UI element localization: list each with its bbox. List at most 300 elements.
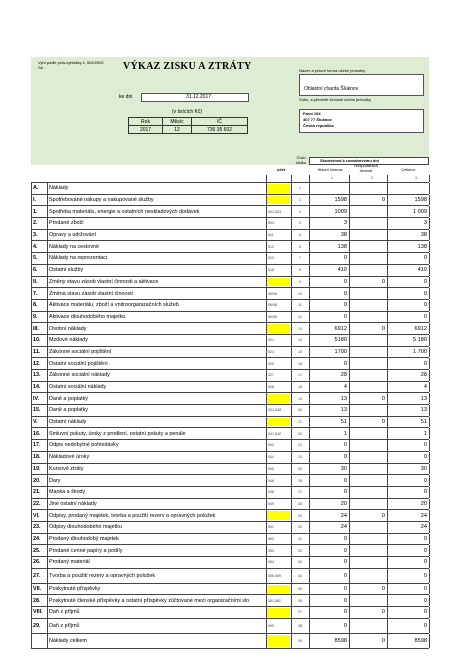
row-line-number: 11 bbox=[298, 303, 302, 308]
row-line-number: 22 bbox=[298, 431, 302, 436]
row-total-value: 5 180 bbox=[413, 337, 427, 344]
row-main-value: 8598 bbox=[334, 637, 347, 644]
row-mark: 6. bbox=[33, 267, 38, 274]
row-label: Jiné ostatní náklady bbox=[49, 500, 97, 507]
row-total-value: 0 bbox=[423, 586, 427, 593]
row-line-number: 6 bbox=[299, 244, 301, 249]
row-account: 543 bbox=[268, 443, 274, 448]
highlight-cell bbox=[267, 635, 290, 647]
row-main-value: 0 bbox=[343, 489, 347, 496]
table-row bbox=[31, 265, 429, 277]
row-total-value: 0 bbox=[423, 313, 427, 320]
table-row bbox=[31, 557, 429, 569]
row-account: 504 bbox=[268, 221, 274, 226]
row-mark: 25. bbox=[33, 547, 41, 554]
table-row bbox=[31, 218, 429, 230]
row-mark: VII. bbox=[33, 586, 42, 593]
table-row bbox=[31, 312, 429, 324]
row-account: 556,559 bbox=[268, 573, 281, 578]
table-row bbox=[31, 382, 429, 394]
table-row bbox=[31, 358, 429, 370]
row-mark: 14. bbox=[33, 384, 41, 391]
units-label: (v tisících Kč) bbox=[172, 109, 203, 115]
row-account: 581,582 bbox=[268, 598, 281, 603]
row-total-value: 4 bbox=[423, 384, 427, 391]
highlight-cell bbox=[267, 418, 290, 427]
row-account: 56/58 bbox=[268, 303, 277, 308]
table-row bbox=[31, 183, 429, 195]
row-mark: 19. bbox=[33, 465, 41, 472]
row-main-value: 0 bbox=[343, 559, 347, 566]
row-label: Ostatní sociální pojištění bbox=[49, 360, 108, 367]
row-account: 511 bbox=[268, 233, 274, 238]
row-label: Aktivace materiálu, zboží a vnitroorganizačních služeb bbox=[49, 302, 179, 309]
row-line-number: 35 bbox=[298, 587, 302, 592]
col-num-1: 1 bbox=[331, 176, 333, 180]
date-value: 31.12.2017 bbox=[186, 94, 212, 100]
row-label: Spotřeba materiálu, energie a ostatních neskladových dodávek bbox=[49, 208, 200, 215]
row-account: 553 bbox=[268, 548, 274, 553]
table-row bbox=[31, 619, 429, 634]
row-line-number: 8 bbox=[299, 268, 301, 273]
row-total-value: 20 bbox=[420, 500, 427, 507]
row-label: Ostatní služby bbox=[49, 267, 84, 274]
column-group-label: Skutečnost k rozvahovému dni bbox=[320, 158, 379, 163]
highlight-cell bbox=[267, 585, 290, 594]
row-main-value: 24 bbox=[340, 512, 347, 519]
row-account: 527 bbox=[268, 373, 274, 378]
row-mark: 7. bbox=[33, 290, 38, 297]
row-main-value: 28 bbox=[340, 372, 347, 379]
row-total-value: 0 bbox=[423, 622, 427, 629]
row-account: 541,542 bbox=[268, 431, 281, 436]
table-row bbox=[31, 607, 429, 619]
row-label: Náklady na cestovné bbox=[49, 243, 100, 250]
row-main-value: 4 bbox=[343, 384, 347, 391]
table-row bbox=[31, 569, 429, 584]
address-line-2: 407 77 Šluknov bbox=[303, 117, 332, 122]
row-line-number: 12 bbox=[298, 314, 302, 319]
row-account: 544 bbox=[268, 455, 274, 460]
row-line-number: 38 bbox=[298, 623, 302, 628]
row-line-number: 2 bbox=[299, 198, 301, 203]
row-label: Kursové ztráty bbox=[49, 465, 84, 472]
row-total-value: 0 bbox=[423, 255, 427, 262]
highlight-cell bbox=[267, 184, 290, 193]
table-row bbox=[31, 522, 429, 534]
row-total-value: 0 bbox=[423, 559, 427, 566]
row-main-value: 5180 bbox=[334, 337, 347, 344]
row-mark: 11. bbox=[33, 348, 41, 355]
row-line-number: 23 bbox=[298, 443, 302, 448]
table-row bbox=[31, 253, 429, 265]
row-label: Ostatní sociální náklady bbox=[49, 384, 107, 391]
row-economic-value: 0 bbox=[381, 197, 385, 204]
row-account: 513 bbox=[268, 256, 274, 261]
row-account: 528 bbox=[268, 385, 274, 390]
total-header: Celkem bbox=[401, 167, 415, 172]
table-row bbox=[31, 241, 429, 253]
table-row bbox=[31, 634, 429, 649]
table-row bbox=[31, 405, 429, 417]
row-total-value: 138 bbox=[417, 243, 427, 250]
row-label: Odpis nedobytné pohledávky bbox=[49, 442, 119, 449]
row-account: 531-538 bbox=[268, 408, 282, 413]
row-label: Aktivace dlouhodobého majetku bbox=[49, 313, 126, 320]
row-label: Nákladové úroky bbox=[49, 454, 90, 461]
table-row bbox=[31, 428, 429, 440]
row-mark: 22. bbox=[33, 500, 41, 507]
address-label: Sídlo, a předmět činnosti účetní jednotky bbox=[299, 97, 372, 102]
row-line-number: 5 bbox=[299, 233, 301, 238]
row-label: Odpisy, prodaný majetek, tvorba a použití rezerv a opravných položek bbox=[49, 512, 216, 519]
table-row bbox=[31, 300, 429, 312]
period-table bbox=[128, 117, 248, 134]
row-main-value: 410 bbox=[337, 267, 347, 274]
row-account: 524 bbox=[268, 349, 274, 354]
row-total-value: 1 700 bbox=[413, 348, 427, 355]
row-line-number: 20 bbox=[298, 408, 302, 413]
row-main-value: 0 bbox=[343, 597, 347, 604]
row-account: 595 bbox=[268, 623, 274, 628]
row-mark: 10. bbox=[33, 337, 41, 344]
table-row bbox=[31, 475, 429, 487]
row-mark: 18. bbox=[33, 454, 41, 461]
row-mark: 5. bbox=[33, 255, 38, 262]
row-mark: 1. bbox=[33, 208, 38, 215]
row-label: Daň z příjmů bbox=[49, 622, 80, 629]
row-mark: 27. bbox=[33, 572, 41, 579]
row-mark: 20. bbox=[33, 477, 41, 484]
row-main-value: 0 bbox=[343, 313, 347, 320]
row-line-number: 29 bbox=[298, 513, 302, 518]
row-line-number: 13 bbox=[298, 326, 302, 331]
row-label: Daně a poplatky bbox=[49, 395, 88, 402]
entity-box bbox=[299, 74, 424, 96]
economic-activity-header: Hospodářská činnost bbox=[354, 163, 378, 173]
row-mark: 13. bbox=[33, 372, 41, 379]
row-total-value: 0 bbox=[423, 290, 427, 297]
row-main-value: 0 bbox=[343, 609, 347, 616]
row-mark: A. bbox=[33, 185, 39, 192]
row-main-value: 0 bbox=[343, 302, 347, 309]
row-label: Zákonné sociální náklady bbox=[49, 372, 110, 379]
table-row bbox=[31, 370, 429, 382]
highlight-cell bbox=[267, 394, 290, 403]
row-label: Prodané cenné papíry a podíly bbox=[49, 547, 123, 554]
row-line-number: 34 bbox=[298, 573, 302, 578]
row-account: 546 bbox=[268, 478, 274, 483]
table-row bbox=[31, 440, 429, 452]
row-line-number: 7 bbox=[299, 256, 301, 261]
row-main-value: 1598 bbox=[334, 197, 347, 204]
address-box bbox=[299, 109, 424, 133]
row-total-value: 1 009 bbox=[413, 208, 427, 215]
month-value: 12 bbox=[163, 126, 192, 134]
row-main-value: 0 bbox=[343, 360, 347, 367]
row-line-number: 28 bbox=[298, 501, 302, 506]
table-row bbox=[31, 288, 429, 300]
highlight-cell bbox=[267, 608, 290, 617]
row-total-value: 0 bbox=[423, 535, 427, 542]
row-account: 56/58 bbox=[268, 291, 277, 296]
row-total-value: 0 bbox=[423, 454, 427, 461]
col-year-label: Rok bbox=[129, 118, 163, 126]
row-total-value: 6912 bbox=[414, 325, 427, 332]
row-mark: 29. bbox=[33, 622, 41, 629]
row-total-value: 38 bbox=[420, 232, 427, 239]
row-label: Poskytnuté příspěvky bbox=[49, 586, 101, 593]
row-economic-value: 0 bbox=[381, 609, 385, 616]
row-mark: 8. bbox=[33, 302, 38, 309]
row-mark: 4. bbox=[33, 243, 38, 250]
row-main-value: 20 bbox=[340, 500, 347, 507]
row-line-number: 19 bbox=[298, 396, 302, 401]
row-main-value: 38 bbox=[340, 232, 347, 239]
row-line-number: 14 bbox=[298, 338, 302, 343]
row-account: 512 bbox=[268, 244, 274, 249]
row-total-value: 0 bbox=[423, 489, 427, 496]
row-mark: 23. bbox=[33, 524, 41, 531]
row-main-value: 1009 bbox=[334, 208, 347, 215]
table-row bbox=[31, 195, 429, 207]
row-label: Tvorba a použití rezerv a opravných položek bbox=[49, 572, 156, 579]
row-mark: 16. bbox=[33, 430, 41, 437]
row-mark: 21. bbox=[33, 489, 41, 496]
row-label: Náklady bbox=[49, 185, 69, 192]
row-main-value: 0 bbox=[343, 547, 347, 554]
row-main-value: 3 bbox=[343, 220, 347, 227]
row-label: Zákonné sociální pojištění bbox=[49, 348, 112, 355]
row-main-value: 13 bbox=[340, 407, 347, 414]
row-label: Prodaný dlouhodobý majetek bbox=[49, 535, 119, 542]
address-line-3: Česká republika bbox=[303, 123, 334, 128]
row-mark: 17. bbox=[33, 442, 41, 449]
table-row bbox=[31, 206, 429, 218]
row-line-number: 1 bbox=[299, 186, 301, 191]
row-account: 548 bbox=[268, 490, 274, 495]
row-account: 551 bbox=[268, 525, 274, 530]
row-main-value: 0 bbox=[343, 535, 347, 542]
row-label: Náklady celkem bbox=[49, 637, 88, 644]
row-main-value: 0 bbox=[343, 278, 347, 285]
highlight-cell bbox=[267, 196, 290, 205]
table-row bbox=[31, 584, 429, 596]
row-line-number: 18 bbox=[298, 385, 302, 390]
row-main-value: 1700 bbox=[334, 348, 347, 355]
row-label: Změna stavu zásob vlastní činnosti bbox=[49, 290, 133, 297]
row-line-number: 3 bbox=[299, 209, 301, 214]
row-main-value: 138 bbox=[337, 243, 347, 250]
row-total-value: 24 bbox=[420, 524, 427, 531]
table-row bbox=[31, 230, 429, 242]
year-value: 2017 bbox=[129, 126, 163, 134]
row-line-number: 16 bbox=[298, 361, 302, 366]
statement-rows bbox=[31, 175, 429, 649]
regulation-note: Vyhl.podle práv.vyhlášky č. 504/2002 Sb. bbox=[38, 60, 104, 70]
row-main-value: 0 bbox=[343, 586, 347, 593]
table-row bbox=[31, 277, 429, 289]
row-label: Změny stavu zásob vlastní činnosti a aktivace bbox=[49, 278, 159, 285]
row-mark: 28. bbox=[33, 597, 41, 604]
row-main-value: 30 bbox=[340, 465, 347, 472]
row-line-number: 32 bbox=[298, 548, 302, 553]
row-account: 552 bbox=[268, 536, 274, 541]
row-line-number: 25 bbox=[298, 466, 302, 471]
row-total-value: 0 bbox=[423, 477, 427, 484]
row-account: 554 bbox=[268, 560, 274, 565]
column-number-row bbox=[31, 175, 429, 183]
row-label: Prodané zboží bbox=[49, 220, 84, 227]
row-total-value: 410 bbox=[417, 267, 427, 274]
col-ic-label: IČ bbox=[192, 118, 248, 126]
row-mark: VI. bbox=[33, 512, 40, 519]
row-account: 525 bbox=[268, 361, 274, 366]
main-activity-header: Hlavní činnost bbox=[317, 167, 343, 172]
row-line-number: 37 bbox=[298, 610, 302, 615]
row-economic-value: 0 bbox=[381, 419, 385, 426]
row-mark: 9. bbox=[33, 313, 38, 320]
highlight-cell bbox=[267, 324, 290, 333]
entity-label: Název a právní forma účetní jednotky bbox=[299, 68, 366, 73]
row-label: Dary bbox=[49, 477, 61, 484]
ic-value: 736 35 602 bbox=[192, 126, 248, 134]
row-label: Mzdové náklady bbox=[49, 337, 88, 344]
row-label: Náklady na reprezentaci bbox=[49, 255, 108, 262]
row-label: Opravy a udržování bbox=[49, 232, 97, 239]
row-main-value: 0 bbox=[343, 290, 347, 297]
row-line-number: 26 bbox=[298, 478, 302, 483]
row-total-value: 3 bbox=[423, 220, 427, 227]
row-total-value: 30 bbox=[420, 465, 427, 472]
table-row bbox=[31, 499, 429, 511]
table-row bbox=[31, 417, 429, 429]
table-row bbox=[31, 545, 429, 557]
row-mark: VIII. bbox=[33, 609, 43, 616]
row-line-number: 15 bbox=[298, 349, 302, 354]
row-line-number: 39 bbox=[298, 638, 302, 643]
row-main-value: 0 bbox=[343, 477, 347, 484]
table-row bbox=[31, 452, 429, 464]
row-total-value: 13 bbox=[420, 395, 427, 402]
row-mark: 12. bbox=[33, 360, 41, 367]
statement-title: VÝKAZ ZISKU A ZTRÁTY bbox=[123, 61, 252, 72]
row-mark: 15. bbox=[33, 407, 41, 414]
row-label: Poskytnuté členské příspěvky a ostatní příspěvky zúčtované mezi organizačními slo bbox=[49, 597, 250, 604]
row-economic-value: 0 bbox=[381, 278, 385, 285]
row-account: 56/58 bbox=[268, 314, 277, 319]
row-economic-value: 0 bbox=[381, 637, 385, 644]
statement-sheet bbox=[31, 57, 429, 644]
row-main-value: 51 bbox=[340, 419, 347, 426]
row-total-value: 8598 bbox=[414, 637, 427, 644]
entity-name: Oblastní charita Šluknov bbox=[304, 86, 359, 92]
row-account: 545 bbox=[268, 466, 274, 471]
row-line-number: 21 bbox=[298, 420, 302, 425]
table-row bbox=[31, 393, 429, 405]
table-row bbox=[31, 335, 429, 347]
row-mark: 26. bbox=[33, 559, 41, 566]
row-line-number: 27 bbox=[298, 490, 302, 495]
row-total-value: 0 bbox=[423, 572, 427, 579]
row-total-value: 24 bbox=[420, 512, 427, 519]
address-line-1: Farní 194 bbox=[303, 111, 321, 116]
row-label: Ostatní náklady bbox=[49, 419, 87, 426]
row-line-number: 4 bbox=[299, 221, 301, 226]
table-row bbox=[31, 487, 429, 499]
row-main-value: 0 bbox=[343, 454, 347, 461]
row-line-number: 10 bbox=[298, 291, 302, 296]
row-economic-value: 0 bbox=[381, 325, 385, 332]
row-label: Odpisy dlouhodobého majetku bbox=[49, 524, 122, 531]
row-account: 549 bbox=[268, 501, 274, 506]
row-total-value: 13 bbox=[420, 407, 427, 414]
row-mark: 2. bbox=[33, 220, 38, 227]
row-account: 501-503 bbox=[268, 209, 282, 214]
row-total-value: 0 bbox=[423, 609, 427, 616]
row-mark: 3. bbox=[33, 232, 38, 239]
row-account: 518 bbox=[268, 268, 274, 273]
row-main-value: 6912 bbox=[334, 325, 347, 332]
row-main-value: 0 bbox=[343, 622, 347, 629]
row-total-value: 0 bbox=[423, 302, 427, 309]
highlight-cell bbox=[267, 278, 290, 287]
row-label: Prodaný materiál bbox=[49, 559, 90, 566]
row-main-value: 24 bbox=[340, 524, 347, 531]
table-row bbox=[31, 595, 429, 607]
row-total-value: 0 bbox=[423, 360, 427, 367]
row-main-value: 0 bbox=[343, 442, 347, 449]
line-number-header: Číslo řádku bbox=[295, 155, 306, 165]
row-total-value: 0 bbox=[423, 278, 427, 285]
row-line-number: 9 bbox=[299, 279, 301, 284]
table-row bbox=[31, 534, 429, 546]
row-total-value: 0 bbox=[423, 442, 427, 449]
row-line-number: 24 bbox=[298, 455, 302, 460]
row-main-value: 1 bbox=[343, 430, 347, 437]
row-label: Osobní náklady bbox=[49, 325, 87, 332]
row-total-value: 0 bbox=[423, 547, 427, 554]
row-account: 521 bbox=[268, 338, 274, 343]
table-row bbox=[31, 347, 429, 359]
row-line-number: 31 bbox=[298, 536, 302, 541]
row-label: Daně a poplatky bbox=[49, 407, 88, 414]
row-main-value: 0 bbox=[343, 255, 347, 262]
row-economic-value: 0 bbox=[381, 512, 385, 519]
row-line-number: 33 bbox=[298, 560, 302, 565]
row-main-value: 0 bbox=[343, 572, 347, 579]
row-main-value: 13 bbox=[340, 395, 347, 402]
row-economic-value: 0 bbox=[381, 586, 385, 593]
date-box bbox=[141, 93, 249, 102]
row-line-number: 36 bbox=[298, 598, 302, 603]
col-num-3: 3 bbox=[415, 176, 417, 180]
row-total-value: 0 bbox=[423, 597, 427, 604]
row-economic-value: 0 bbox=[381, 395, 385, 402]
row-mark: II. bbox=[33, 278, 38, 285]
highlight-cell bbox=[267, 511, 290, 520]
row-line-number: 30 bbox=[298, 525, 302, 530]
row-total-value: 1 bbox=[423, 430, 427, 437]
row-mark: IV. bbox=[33, 395, 40, 402]
row-label: Daň z příjmů bbox=[49, 609, 80, 616]
table-row bbox=[31, 323, 429, 335]
row-mark: III. bbox=[33, 325, 39, 332]
row-label: Spotřebované nákupy a nakupované služby bbox=[49, 197, 154, 204]
col-num-2: 2 bbox=[371, 176, 373, 180]
col-month-label: Měsíc bbox=[163, 118, 192, 126]
row-line-number: 17 bbox=[298, 373, 302, 378]
